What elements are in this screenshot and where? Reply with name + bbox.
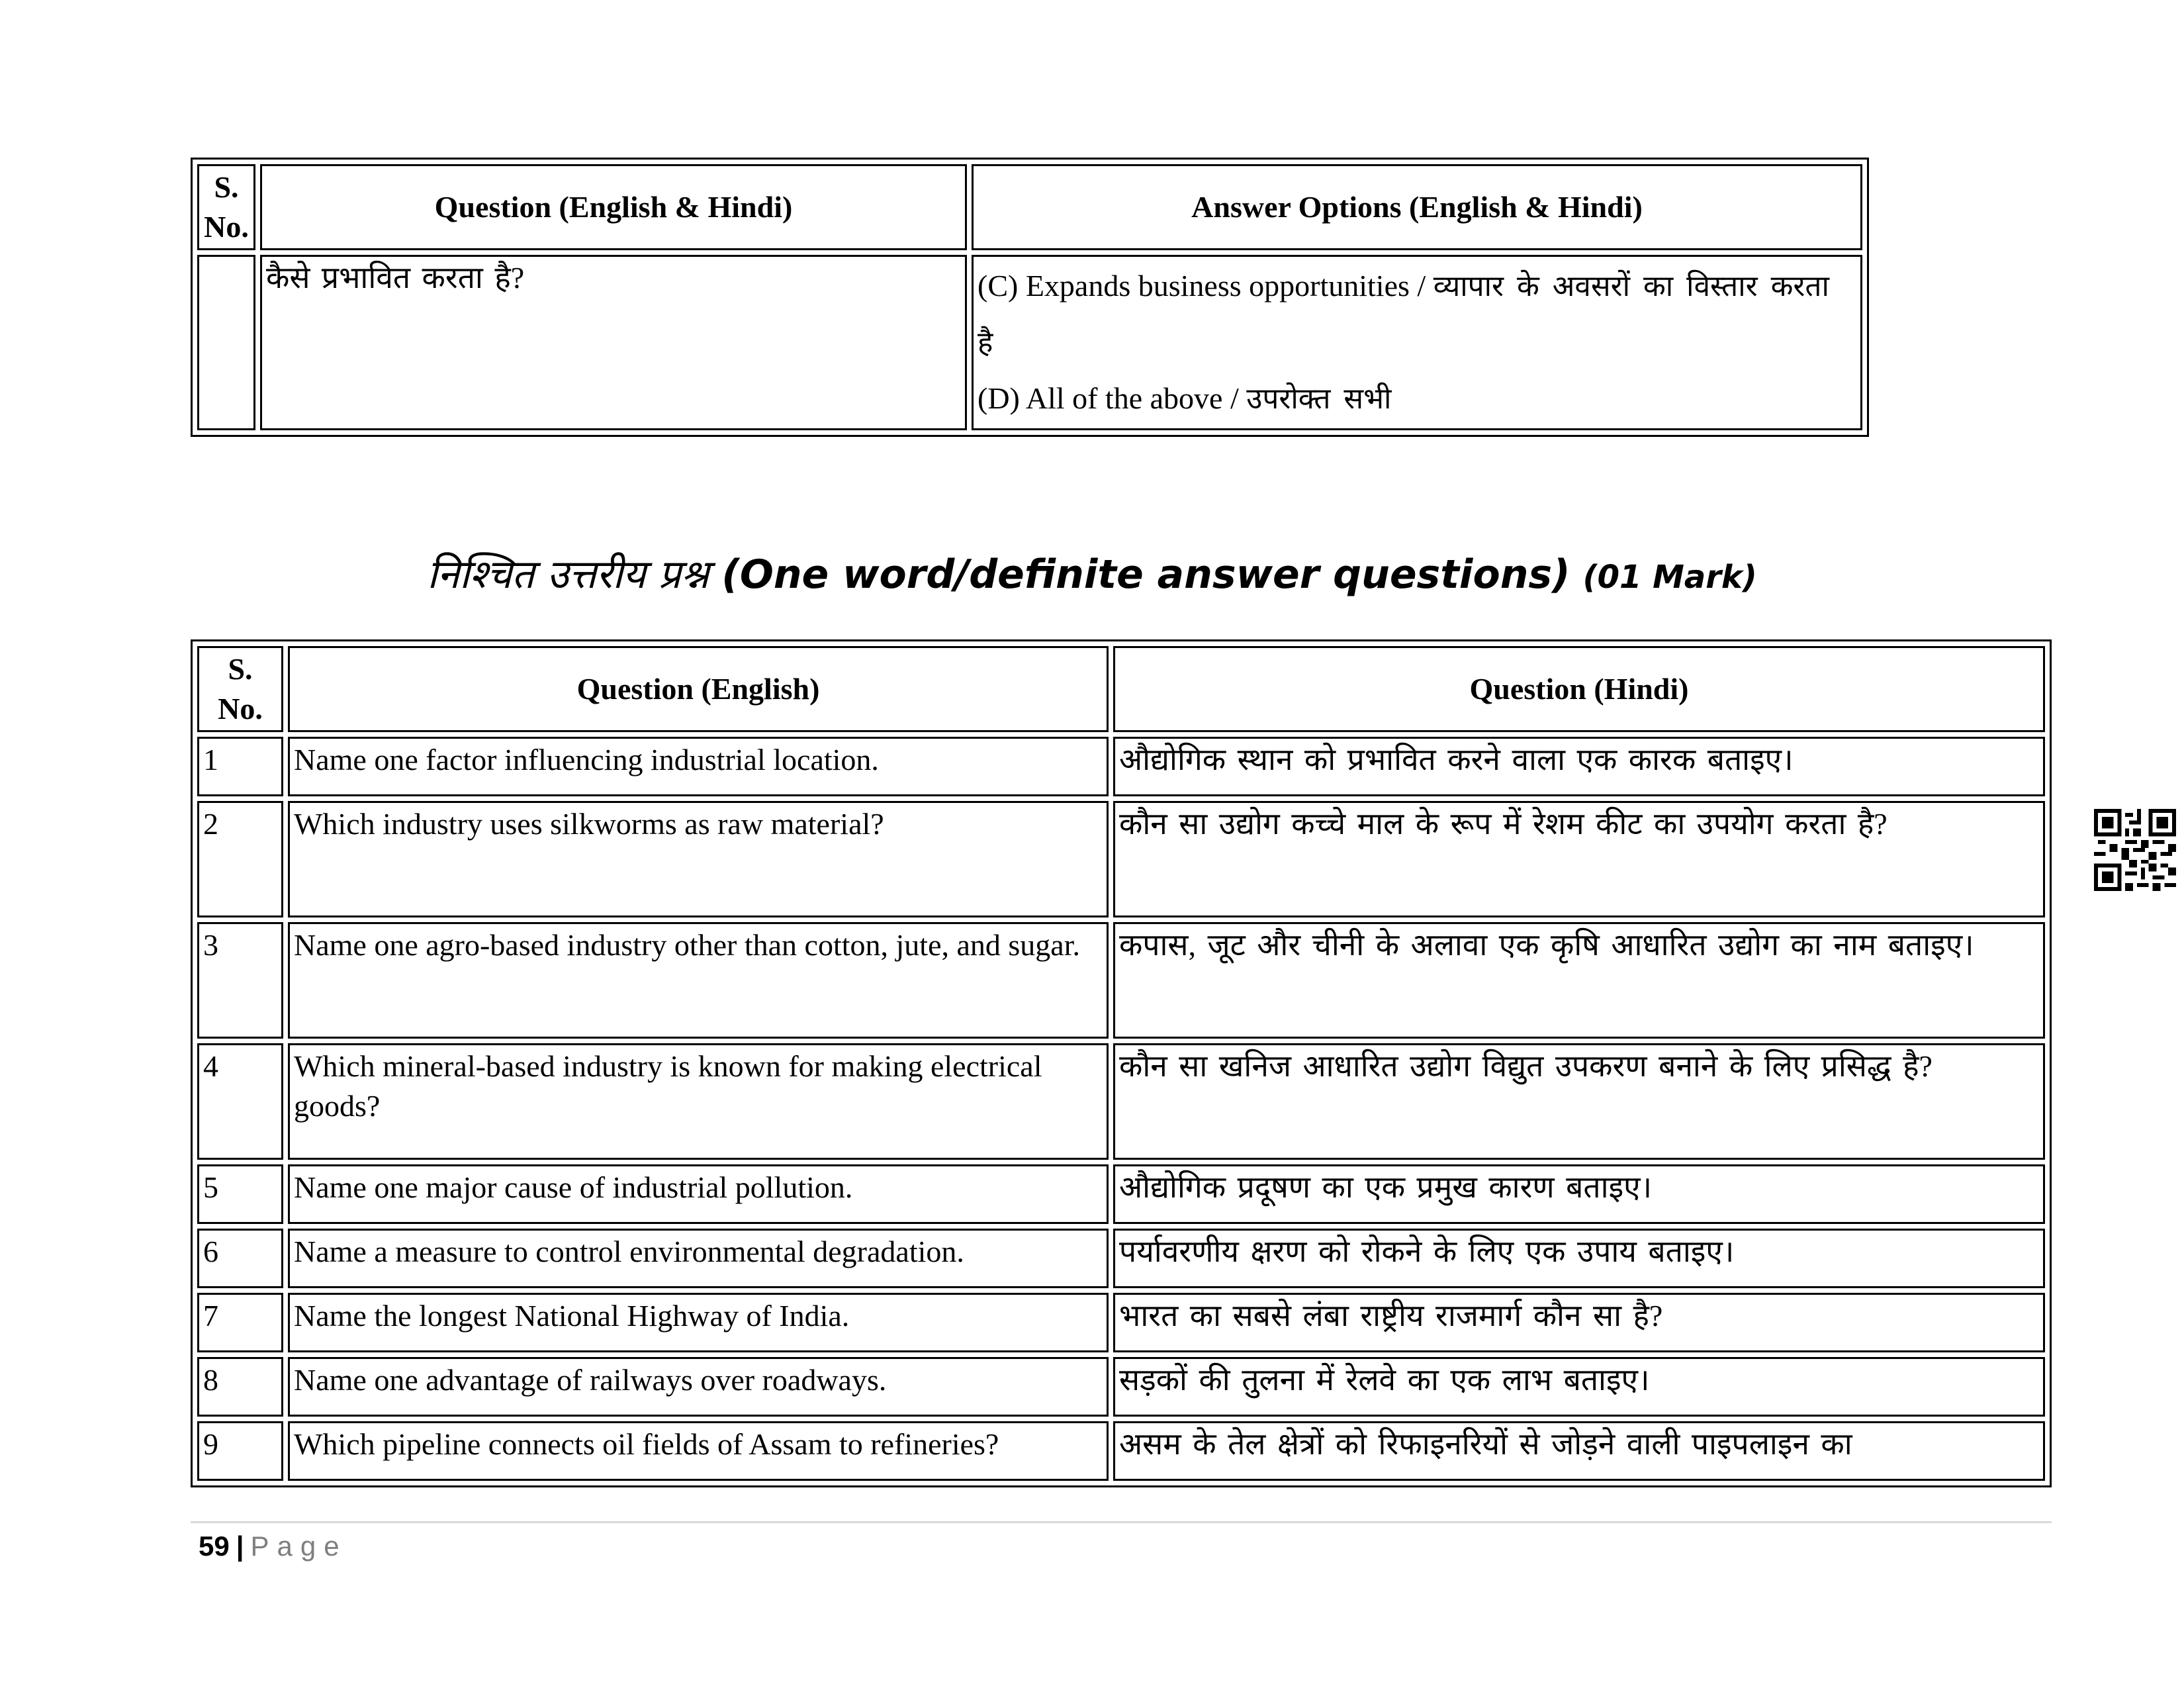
section-heading bbox=[0, 548, 2184, 604]
row-question-hindi: कपास, जूट और चीनी के अलावा एक कृषि आधारित उद्योग का नाम बताइए। bbox=[1113, 922, 2045, 1039]
one-word-questions-table bbox=[191, 639, 2052, 1487]
row-question-english: Which industry uses silkworms as raw material? bbox=[288, 801, 1109, 917]
qr-code-icon bbox=[2094, 809, 2176, 891]
row-sno: 5 bbox=[197, 1164, 283, 1224]
table-row bbox=[197, 1357, 2045, 1417]
page-label: Page bbox=[250, 1530, 347, 1562]
question-table-continued bbox=[191, 158, 1869, 437]
option-c bbox=[978, 258, 1856, 371]
row-question-english: Name one agro-based industry other than cotton, jute, and sugar. bbox=[288, 922, 1109, 1039]
row-question-english: Which pipeline connects oil fields of Assam to refineries? bbox=[288, 1421, 1109, 1481]
row-sno: 8 bbox=[197, 1357, 283, 1417]
row-sno: 1 bbox=[197, 737, 283, 796]
table-row bbox=[197, 1043, 2045, 1160]
row-sno: 4 bbox=[197, 1043, 283, 1160]
row-question-english: Name a measure to control environmental degradation. bbox=[288, 1229, 1109, 1288]
table1-header-question: Question (English & Hindi) bbox=[260, 164, 967, 250]
row-question-hindi: भारत का सबसे लंबा राष्ट्रीय राजमार्ग कौन सा है? bbox=[1113, 1293, 2045, 1352]
table-row bbox=[197, 1293, 2045, 1352]
row-question-english: Name one factor influencing industrial location. bbox=[288, 737, 1109, 796]
table1-header-row bbox=[197, 164, 1862, 250]
table1-row bbox=[197, 255, 1862, 430]
option-d bbox=[978, 371, 1856, 427]
row-question-english: Name one major cause of industrial pollution. bbox=[288, 1164, 1109, 1224]
row-sno: 2 bbox=[197, 801, 283, 917]
row-question-english: Name the longest National Highway of India. bbox=[288, 1293, 1109, 1352]
row-question-hindi: औद्योगिक प्रदूषण का एक प्रमुख कारण बताइए। bbox=[1113, 1164, 2045, 1224]
page-number: 59 bbox=[199, 1530, 230, 1562]
row-sno: 3 bbox=[197, 922, 283, 1039]
table1-header-answers: Answer Options (English & Hindi) bbox=[972, 164, 1862, 250]
table1-row-sno bbox=[197, 255, 255, 430]
table-row bbox=[197, 922, 2045, 1039]
row-question-hindi: पर्यावरणीय क्षरण को रोकने के लिए एक उपाय बताइए। bbox=[1113, 1229, 2045, 1288]
row-question-hindi: सड़कों की तुलना में रेलवे का एक लाभ बताइए। bbox=[1113, 1357, 2045, 1417]
table2-header-hindi: Question (Hindi) bbox=[1113, 646, 2045, 732]
row-sno: 7 bbox=[197, 1293, 283, 1352]
table-row bbox=[197, 801, 2045, 917]
row-question-english: Which mineral-based industry is known for making electrical goods? bbox=[288, 1043, 1109, 1160]
table-row bbox=[197, 1164, 2045, 1224]
table1-row-answers bbox=[972, 255, 1862, 430]
row-question-hindi: कौन सा उद्योग कच्चे माल के रूप में रेशम कीट का उपयोग करता है? bbox=[1113, 801, 2045, 917]
table1-row-question: कैसे प्रभावित करता है? bbox=[260, 255, 967, 430]
row-question-hindi: औद्योगिक स्थान को प्रभावित करने वाला एक कारक बताइए। bbox=[1113, 737, 2045, 796]
table1-header-sno: S. No. bbox=[197, 164, 255, 250]
table-row bbox=[197, 1421, 2045, 1481]
row-question-hindi: असम के तेल क्षेत्रों को रिफाइनरियों से जोड़ने वाली पाइपलाइन का bbox=[1113, 1421, 2045, 1481]
footer-divider bbox=[191, 1521, 2052, 1523]
row-question-english: Name one advantage of railways over roadways. bbox=[288, 1357, 1109, 1417]
section-heading-hindi: निश्चित उत्तरीय प्रश्न bbox=[427, 551, 709, 598]
page-footer bbox=[199, 1526, 347, 1566]
table2-header-row bbox=[197, 646, 2045, 732]
row-question-hindi: कौन सा खनिज आधारित उद्योग विद्युत उपकरण बनाने के लिए प्रसिद्ध है? bbox=[1113, 1043, 2045, 1160]
table2-header-sno: S. No. bbox=[197, 646, 283, 732]
option-c-hindi: व्यापार के अवसरों का विस्तार करता है bbox=[978, 269, 1829, 359]
table-row bbox=[197, 1229, 2045, 1288]
section-heading-english: (One word/definite answer questions) bbox=[721, 551, 1570, 598]
section-heading-marks: (01 Mark) bbox=[1582, 559, 1757, 596]
table2-header-english: Question (English) bbox=[288, 646, 1109, 732]
row-sno: 6 bbox=[197, 1229, 283, 1288]
option-d-hindi: उपरोक्त सभी bbox=[1246, 382, 1392, 416]
row-sno: 9 bbox=[197, 1421, 283, 1481]
table-row bbox=[197, 737, 2045, 796]
option-d-english: (D) All of the above / bbox=[978, 381, 1247, 415]
page-separator: | bbox=[236, 1530, 244, 1562]
option-c-english: (C) Expands business opportunities / bbox=[978, 269, 1433, 303]
